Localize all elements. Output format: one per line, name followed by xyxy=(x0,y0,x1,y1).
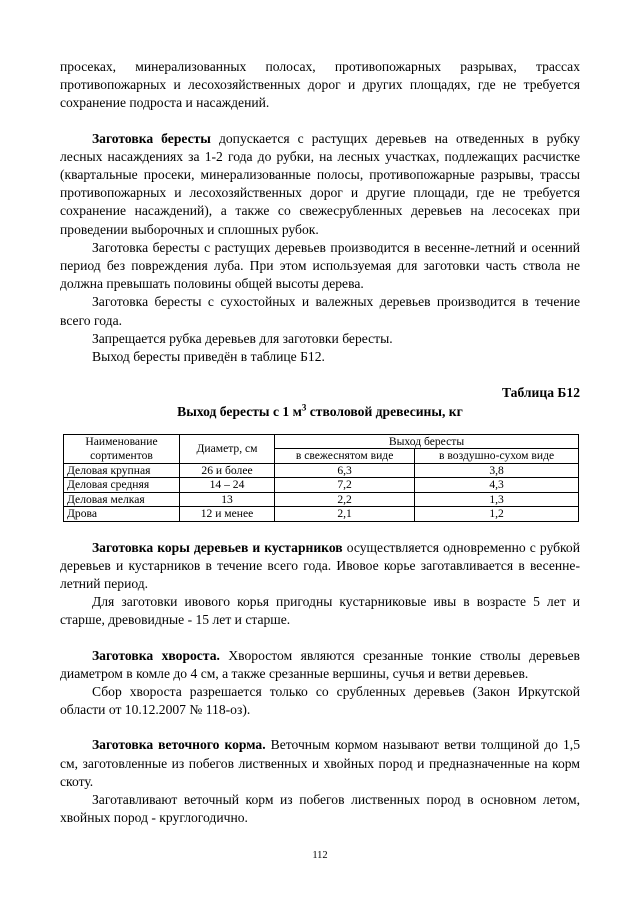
cell-name: Дрова xyxy=(64,507,180,522)
cell-fresh: 6,3 xyxy=(275,463,415,478)
table-header-row xyxy=(64,434,579,449)
cell-dry: 1,2 xyxy=(415,507,579,522)
table-title xyxy=(60,403,580,421)
cell-diameter: 13 xyxy=(180,492,275,507)
crust-paragraph-1 xyxy=(60,539,580,594)
crust-heading: Заготовка коры деревьев и кустарников xyxy=(92,539,343,555)
cell-diameter: 14 – 24 xyxy=(180,478,275,493)
brushwood-paragraph-1 xyxy=(60,647,580,683)
bark-paragraph-1 xyxy=(60,130,580,239)
cell-dry: 4,3 xyxy=(415,478,579,493)
table-row xyxy=(64,463,579,478)
table-caption: Таблица Б12 xyxy=(501,385,580,401)
table-row xyxy=(64,507,579,522)
document-page xyxy=(60,58,580,828)
crust-paragraph-2: Для заготовки ивового корья пригодны кустарниковые ивы в возрасте 5 лет и старше, древовидные - 15 лет и старше. xyxy=(60,594,580,628)
bark-paragraph-5: Выход бересты приведён в таблице Б12. xyxy=(92,349,325,365)
cell-diameter: 12 и менее xyxy=(180,507,275,522)
fodder-paragraph-1 xyxy=(60,736,580,791)
cell-name: Деловая мелкая xyxy=(64,492,180,507)
header-yield: Выход бересты xyxy=(275,434,579,449)
brushwood-paragraph-2: Сбор хвороста разрешается только со срубленных деревьев (Закон Иркутской области от 10.12.2007 № 118-оз). xyxy=(60,684,580,718)
cell-dry: 3,8 xyxy=(415,463,579,478)
brushwood-heading: Заготовка хвороста. xyxy=(92,647,220,663)
cell-fresh: 2,1 xyxy=(275,507,415,522)
intro-paragraph: просеках, минерализованных полосах, противопожарных разрывах, трассах противопожарных и лесохозяйственных дорог и других площадях, где не требуется сохранение подроста и насаждений. xyxy=(60,59,580,111)
bark-yield-table xyxy=(63,434,579,522)
cell-dry: 1,3 xyxy=(415,492,579,507)
bark-text-1: допускается с растущих деревьев на отведенных в рубку лесных насаждениях за 1-2 года до рубки, на лесных участках, подлежащих расчистке (квартальные просеки, минерализованные полосы, противопожарные разрывы, трассы противопожарных и лесохозяйственных дорог и другие площади, где не требуется сохранение насаждений), а также со свежесрубленных деревьев на лесосеках при проведении выборочных и сплошных рубок. xyxy=(60,130,580,237)
fodder-paragraph-2: Заготавливают веточный корм из побегов лиственных пород в основном летом, хвойных пород - круглогодично. xyxy=(60,792,580,826)
fodder-heading: Заготовка веточного корма. xyxy=(92,737,266,753)
cell-fresh: 2,2 xyxy=(275,492,415,507)
table-row xyxy=(64,478,579,493)
header-fresh: в свежеснятом виде xyxy=(275,449,415,464)
table-title-pre: Выход бересты с 1 м xyxy=(177,404,302,420)
cell-name: Деловая крупная xyxy=(64,463,180,478)
header-diameter: Диаметр, см xyxy=(180,434,275,463)
page-number: 112 xyxy=(312,850,328,861)
bark-paragraph-2: Заготовка бересты с растущих деревьев производится в весенне-летний и осенний период без повреждения луба. При этом используемая для заготовки часть ствола не должна превышать половины общей высоты дерева. xyxy=(60,239,580,292)
bark-paragraph-4: Запрещается рубка деревьев для заготовки бересты. xyxy=(92,330,393,346)
fodder-text-1: Веточным кормом называют ветви толщиной до 1,5 см, заготовленные из побегов лиственных и хвойных пород и предназначенные на корм скоту. xyxy=(60,737,580,789)
cell-name: Деловая средняя xyxy=(64,478,180,493)
cell-fresh: 7,2 xyxy=(275,478,415,493)
bark-heading: Заготовка бересты xyxy=(92,130,211,146)
header-dry: в воздушно-сухом виде xyxy=(415,449,579,464)
header-name: Наименование сортиментов xyxy=(64,434,180,463)
brushwood-text-1: Хворостом являются срезанные тонкие стволы деревьев диаметром в комле до 4 см, а также срезанные вершины, сучья и ветви деревьев. xyxy=(60,647,580,681)
table-title-sup: 3 xyxy=(301,402,307,413)
bark-paragraph-3: Заготовка бересты с сухостойных и валежных деревьев производится в течение всего года. xyxy=(60,294,580,328)
crust-text-1: осуществляется одновременно с рубкой деревьев и кустарников в течение всего года. Ивовое корье заготавливается в весенне-летний период. xyxy=(60,539,580,592)
table-row xyxy=(64,492,579,507)
table-title-post: стволовой древесины, кг xyxy=(306,404,463,420)
cell-diameter: 26 и более xyxy=(180,463,275,478)
